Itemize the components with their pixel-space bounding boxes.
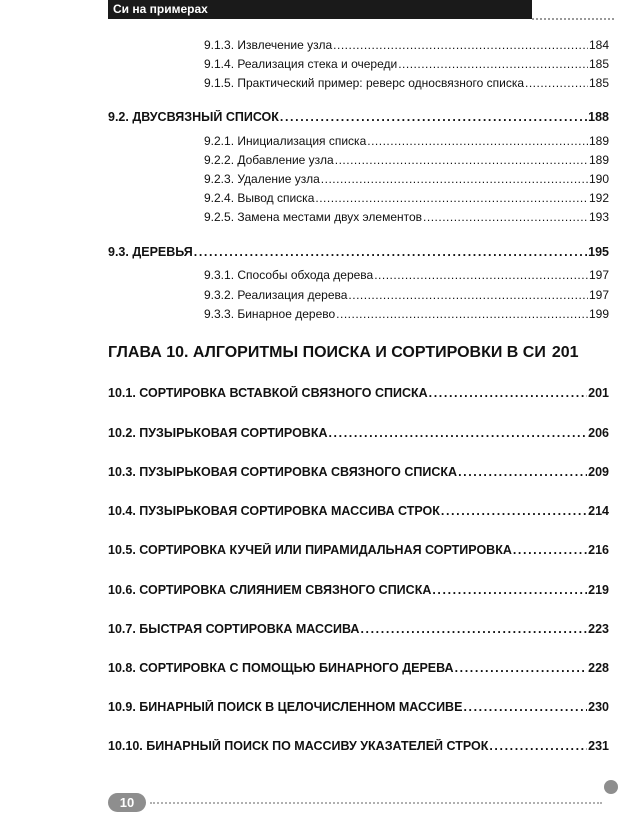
toc-entry-9-1-3[interactable] <box>204 38 609 52</box>
toc-leader-dots <box>429 386 587 400</box>
toc-leader-dots <box>458 465 587 479</box>
toc-section-title: 10.2. ПУЗЫРЬКОВАЯ СОРТИРОВКА <box>108 426 328 440</box>
toc-entry-9-3-2[interactable] <box>204 288 609 302</box>
toc-leader-dots <box>463 700 587 714</box>
toc-leader-dots <box>432 583 587 597</box>
toc-page-number: 188 <box>588 110 609 124</box>
toc-page-number: 185 <box>588 57 609 71</box>
toc-leader-dots <box>455 661 588 675</box>
toc-section-title: 10.9. БИНАРНЫЙ ПОИСК В ЦЕЛОЧИСЛЕННОМ МАССИВЕ <box>108 700 463 714</box>
running-header-title: Си на примерах <box>113 2 208 16</box>
toc-section-9-3[interactable] <box>108 245 609 259</box>
toc-section-10-1[interactable] <box>108 386 609 400</box>
toc-page-number: 209 <box>588 465 609 479</box>
toc-leader-dots <box>367 134 588 148</box>
toc-section-10-6[interactable] <box>108 583 609 597</box>
toc-page-number: 199 <box>588 307 609 321</box>
toc-leader-dots <box>441 504 587 518</box>
toc-chapter-title: ГЛАВА 10. АЛГОРИТМЫ ПОИСКА И СОРТИРОВКИ В СИ <box>108 344 546 361</box>
toc-leader-dots <box>280 110 587 124</box>
toc-section-title: 9.3. ДЕРЕВЬЯ <box>108 245 193 259</box>
toc-leader-dots <box>315 191 588 205</box>
toc-leader-dots <box>525 76 588 90</box>
toc-section-title: 10.4. ПУЗЫРЬКОВАЯ СОРТИРОВКА МАССИВА СТРОК <box>108 504 440 518</box>
toc-leader-dots <box>194 245 587 259</box>
toc-page-number: 219 <box>588 583 609 597</box>
toc-page-number: 197 <box>588 288 609 302</box>
toc-leader-dots <box>374 268 588 282</box>
toc-entry-title: 9.3.1. Способы обхода дерева <box>204 268 374 282</box>
toc-section-title: 10.10. БИНАРНЫЙ ПОИСК ПО МАССИВУ УКАЗАТЕЛЕЙ СТРОК <box>108 739 489 753</box>
toc-section-10-5[interactable] <box>108 543 609 557</box>
toc-page-number: 197 <box>588 268 609 282</box>
toc-section-10-10[interactable] <box>108 739 609 753</box>
toc-section-title: 9.2. ДВУСВЯЗНЫЙ СПИСОК <box>108 110 279 124</box>
toc-chapter-10[interactable] <box>108 344 609 362</box>
toc-entry-title: 9.2.1. Инициализация списка <box>204 134 367 148</box>
toc-entry-title: 9.2.4. Вывод списка <box>204 191 315 205</box>
toc-section-title: 10.5. СОРТИРОВКА КУЧЕЙ ИЛИ ПИРАМИДАЛЬНАЯ СОРТИРОВКА <box>108 543 512 557</box>
toc-page-number: 231 <box>588 739 609 753</box>
toc-entry-title: 9.1.3. Извлечение узла <box>204 38 333 52</box>
toc-section-10-4[interactable] <box>108 504 609 518</box>
toc-entry-title: 9.1.4. Реализация стека и очереди <box>204 57 398 71</box>
toc-page-number: 190 <box>588 172 609 186</box>
toc-entry-9-2-1[interactable] <box>204 134 609 148</box>
toc-page-number: 206 <box>588 426 609 440</box>
toc-leader-dots <box>398 57 588 71</box>
page-number-badge: 10 <box>108 793 146 812</box>
toc-leader-dots <box>513 543 587 557</box>
toc-entry-title: 9.1.5. Практический пример: реверс односвязного списка <box>204 76 525 90</box>
toc-entry-9-2-3[interactable] <box>204 172 609 186</box>
toc-section-title: 10.3. ПУЗЫРЬКОВАЯ СОРТИРОВКА СВЯЗНОГО СПИСКА <box>108 465 458 479</box>
footer-dotted-rule <box>150 802 602 804</box>
toc-section-10-3[interactable] <box>108 465 609 479</box>
toc-entry-title: 9.3.2. Реализация дерева <box>204 288 348 302</box>
toc-section-10-2[interactable] <box>108 426 609 440</box>
toc-entry-title: 9.2.2. Добавление узла <box>204 153 334 167</box>
toc-leader-dots <box>348 288 588 302</box>
toc-page-number: 201 <box>588 386 609 400</box>
toc-section-title: 10.7. БЫСТРАЯ СОРТИРОВКА МАССИВА <box>108 622 360 636</box>
toc-leader-dots <box>335 153 588 167</box>
toc-section-title: 10.1. СОРТИРОВКА ВСТАВКОЙ СВЯЗНОГО СПИСКА <box>108 386 428 400</box>
toc-leader-dots <box>489 739 587 753</box>
toc-page-number: 184 <box>588 38 609 52</box>
header-dotted-rule <box>532 18 614 20</box>
toc-entry-9-2-4[interactable] <box>204 191 609 205</box>
toc-page-number: 216 <box>588 543 609 557</box>
toc-section-title: 10.8. СОРТИРОВКА С ПОМОЩЬЮ БИНАРНОГО ДЕРЕВА <box>108 661 454 675</box>
toc-page-number: 195 <box>588 245 609 259</box>
toc-entry-9-3-1[interactable] <box>204 268 609 282</box>
toc-leader-dots <box>423 210 588 224</box>
toc-page-number: 201 <box>551 344 579 361</box>
toc-entry-9-1-5[interactable] <box>204 76 609 90</box>
footer-circle-ornament <box>604 780 618 794</box>
toc-page-number: 192 <box>588 191 609 205</box>
toc-section-10-8[interactable] <box>108 661 609 675</box>
toc-leader-dots <box>321 172 588 186</box>
toc-page-number: 189 <box>588 134 609 148</box>
toc-section-title: 10.6. СОРТИРОВКА СЛИЯНИЕМ СВЯЗНОГО СПИСКА <box>108 583 432 597</box>
toc-leader-dots <box>333 38 588 52</box>
toc-page-number: 223 <box>588 622 609 636</box>
toc-section-10-7[interactable] <box>108 622 609 636</box>
toc-section-10-9[interactable] <box>108 700 609 714</box>
toc-page-number: 214 <box>588 504 609 518</box>
toc-entry-9-1-4[interactable] <box>204 57 609 71</box>
toc-leader-dots <box>328 426 587 440</box>
toc-page-number: 228 <box>588 661 609 675</box>
toc-entry-title: 9.2.5. Замена местами двух элементов <box>204 210 423 224</box>
toc-entry-title: 9.3.3. Бинарное дерево <box>204 307 336 321</box>
toc-entry-title: 9.2.3. Удаление узла <box>204 172 320 186</box>
toc-leader-dots <box>336 307 588 321</box>
toc-entry-9-2-2[interactable] <box>204 153 609 167</box>
toc-entry-9-3-3[interactable] <box>204 307 609 321</box>
toc-page-number: 185 <box>588 76 609 90</box>
toc-page-number: 189 <box>588 153 609 167</box>
toc-section-9-2[interactable] <box>108 110 609 124</box>
toc-leader-dots <box>360 622 587 636</box>
toc-page-number: 193 <box>588 210 609 224</box>
toc-page-number: 230 <box>588 700 609 714</box>
toc-entry-9-2-5[interactable] <box>204 210 609 224</box>
